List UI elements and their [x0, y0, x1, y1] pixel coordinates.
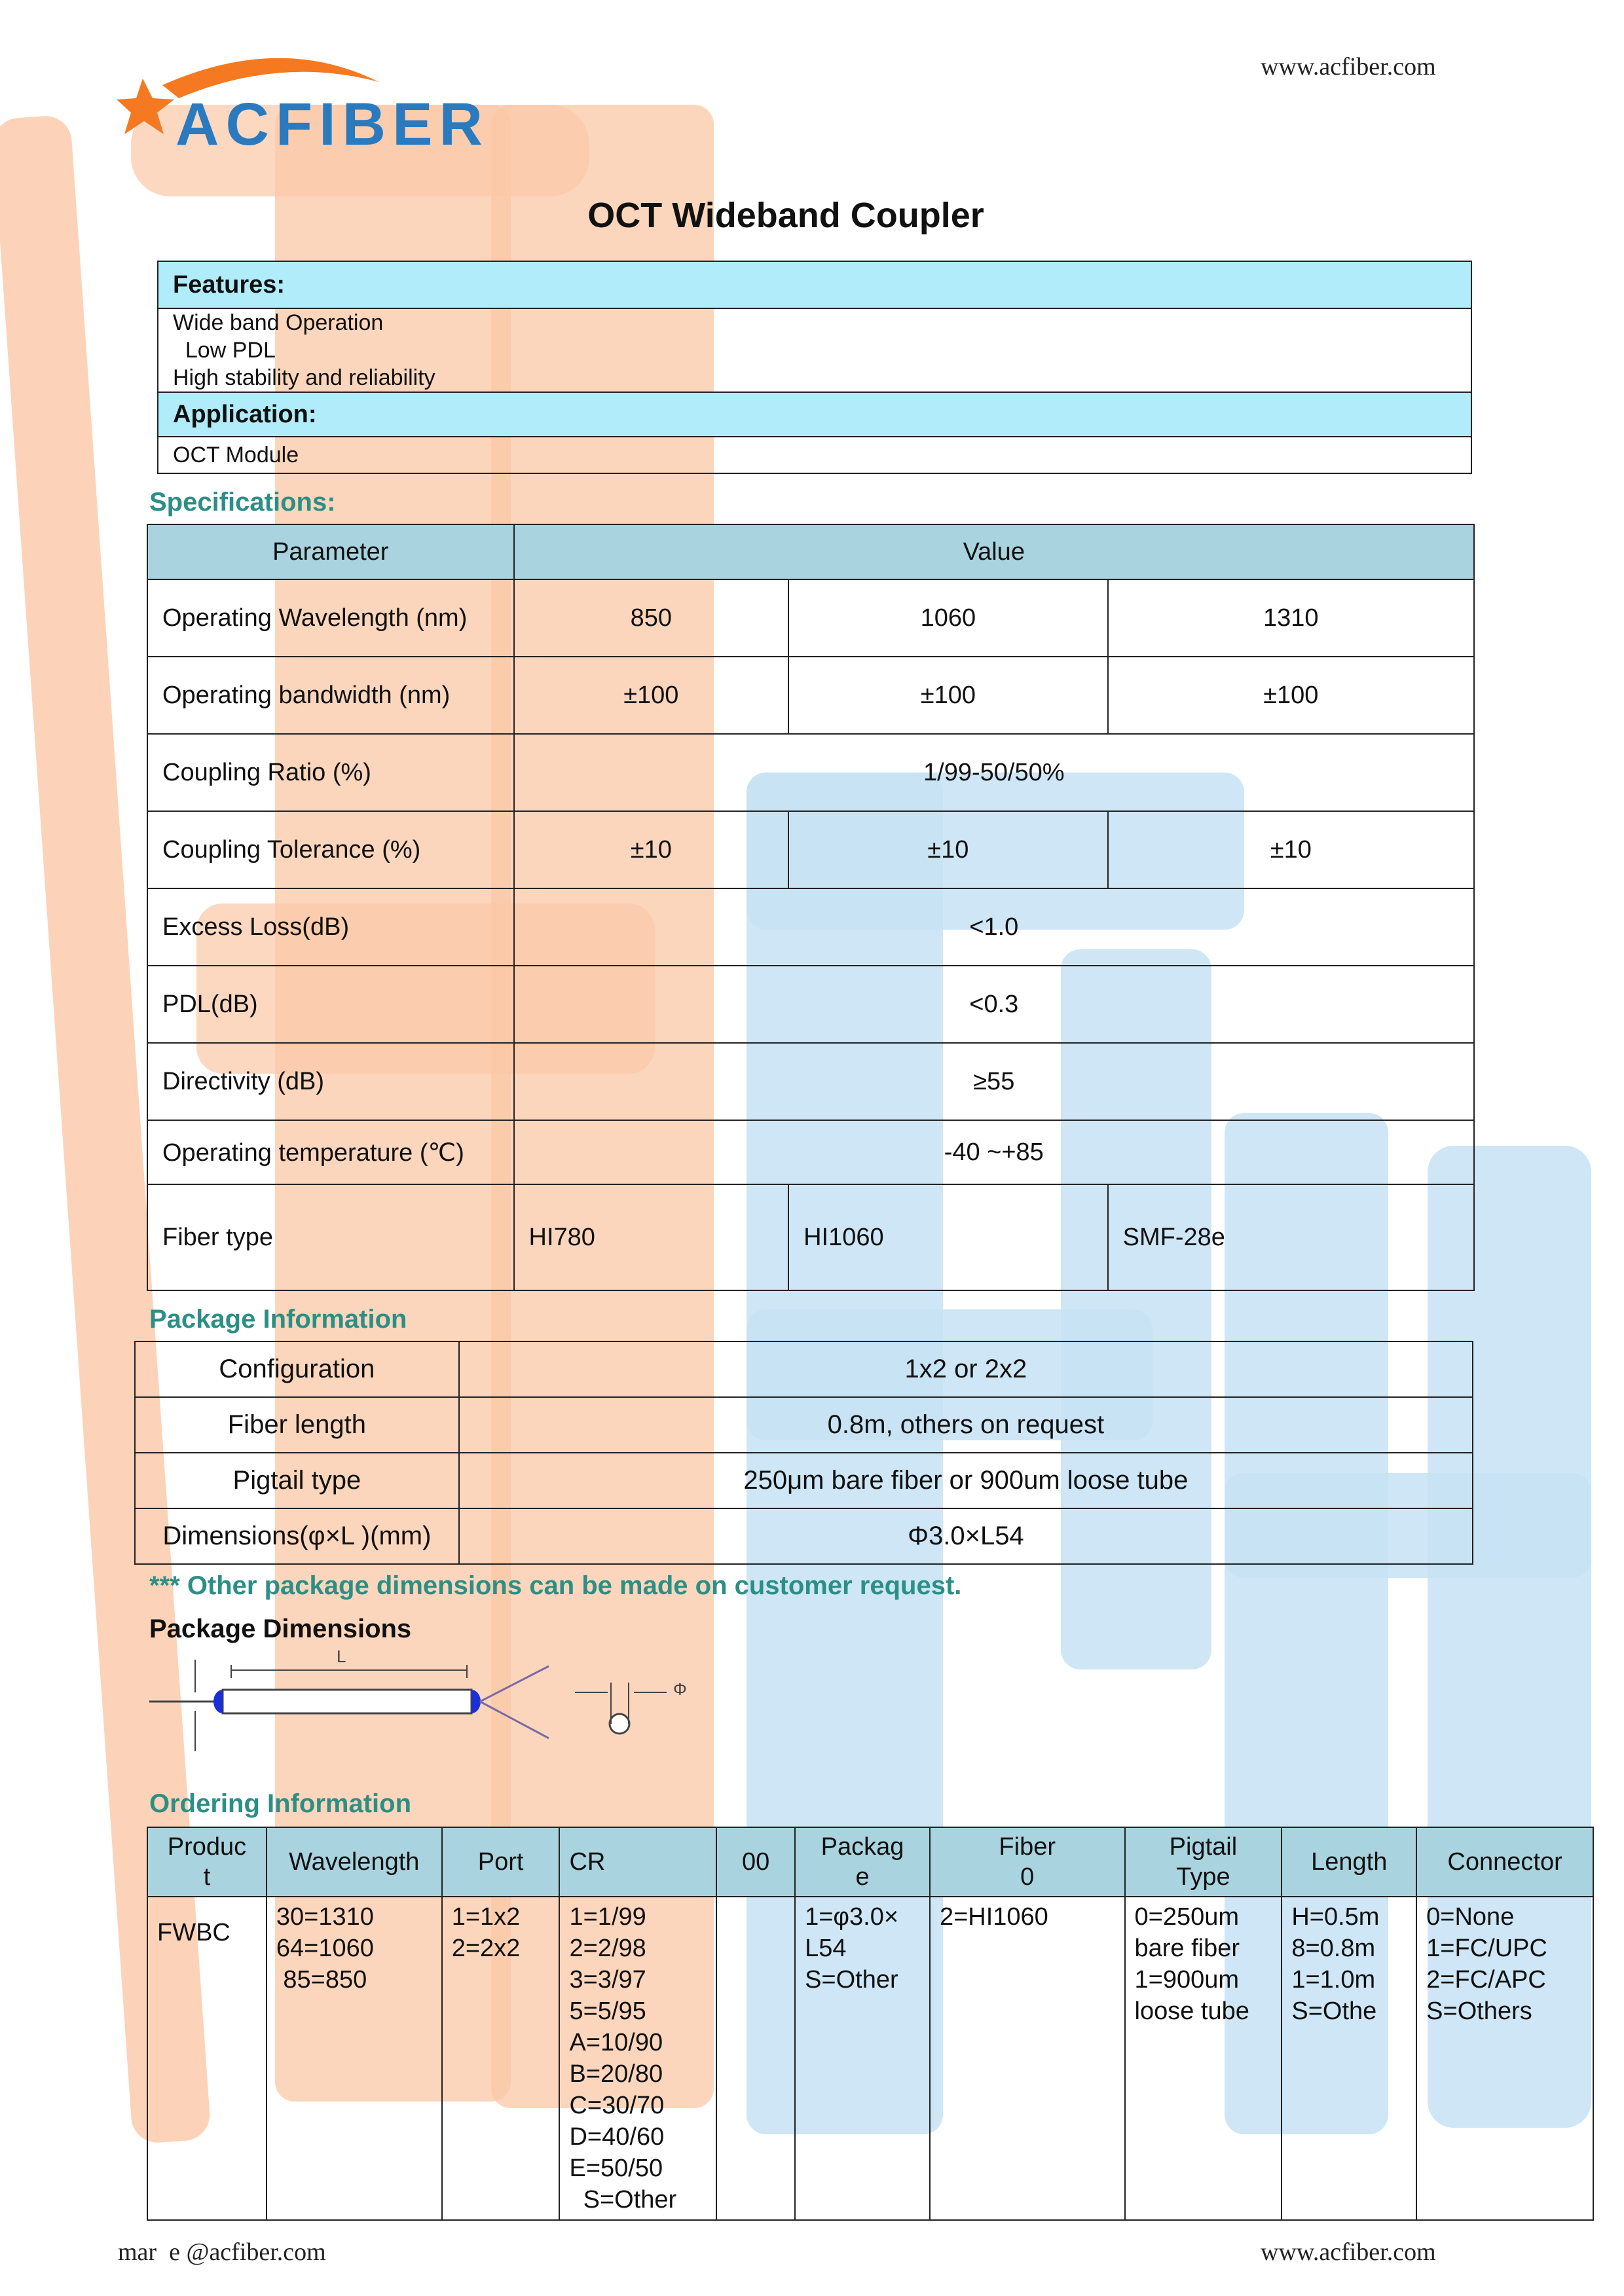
ordering-header: Connector [1447, 1848, 1562, 1876]
ordering-cell: 0=250um bare fiber 1=900um loose tube [1134, 1903, 1249, 2025]
ordering-header: CR [569, 1848, 606, 1876]
logo-text: ACFIBER [175, 91, 489, 158]
package-value: Φ3.0×L54 [459, 1508, 1473, 1564]
value-cell: ±10 [514, 811, 789, 888]
param-bandwidth: Operating bandwidth (nm) [147, 657, 514, 734]
value-cell: ±100 [1108, 657, 1474, 734]
features-list [158, 308, 1471, 392]
ordering-cell: 2=HI1060 [939, 1903, 1048, 1931]
features-heading: Features: [158, 261, 1471, 308]
package-dimensions-heading: Package Dimensions [149, 1614, 412, 1643]
value-cell: 1060 [788, 579, 1108, 657]
ordering-header: 00 [742, 1848, 770, 1876]
feature-item: Low PDL [173, 338, 276, 363]
package-diagram [149, 1647, 699, 1771]
ordering-header: Pigtail Type [1169, 1833, 1238, 1891]
ordering-header: Length [1311, 1848, 1388, 1876]
footer-email[interactable]: mar e @acfiber.com [118, 2238, 326, 2266]
param-wavelength: Operating Wavelength (nm) [147, 579, 514, 657]
value-cell: 850 [514, 579, 789, 657]
value-cell: 1310 [1108, 579, 1474, 657]
specifications-table [147, 524, 1475, 1291]
value-cell: SMF-28e [1108, 1184, 1474, 1290]
value-cell: 1/99-50/50% [514, 734, 1474, 811]
package-value: 1x2 or 2x2 [459, 1341, 1473, 1397]
ordering-header: Port [477, 1848, 524, 1876]
package-info-table [134, 1341, 1473, 1565]
ordering-cell: 1=1x2 2=2x2 [451, 1903, 521, 1962]
package-info-heading: Package Information [149, 1305, 407, 1334]
ordering-cell: 0=None 1=FC/UPC 2=FC/APC S=Others [1426, 1903, 1547, 2025]
param-coupling-ratio: Coupling Ratio (%) [147, 734, 514, 811]
param-coupling-tolerance: Coupling Tolerance (%) [147, 811, 514, 888]
value-cell: HI1060 [788, 1184, 1108, 1290]
page-title: OCT Wideband Coupler [587, 196, 984, 235]
value-cell: <0.3 [514, 966, 1474, 1043]
col-parameter: Parameter [147, 524, 514, 579]
col-value: Value [514, 524, 1474, 579]
feature-item: High stability and reliability [173, 365, 435, 390]
param-directivity: Directivity (dB) [147, 1043, 514, 1120]
package-label: Pigtail type [135, 1453, 459, 1508]
features-table [157, 261, 1472, 474]
value-cell: -40 ~+85 [514, 1120, 1474, 1184]
dimension-label-phi: Φ [673, 1679, 687, 1699]
ordering-header: Packag e [821, 1833, 904, 1891]
package-value: 250μm bare fiber or 900um loose tube [459, 1453, 1473, 1508]
param-pdl: PDL(dB) [147, 966, 514, 1043]
value-cell: ≥55 [514, 1043, 1474, 1120]
ordering-table [147, 1827, 1594, 2221]
param-fiber-type: Fiber type [147, 1184, 514, 1290]
value-cell: ±10 [788, 811, 1108, 888]
package-note: *** Other package dimensions can be made on customer request. [149, 1571, 962, 1600]
dimension-label-l: L [337, 1647, 346, 1666]
value-cell: HI780 [514, 1184, 789, 1290]
value-cell: <1.0 [514, 888, 1474, 966]
ordering-cell: 1=φ3.0× L54 S=Other [805, 1903, 899, 1994]
header-website[interactable]: www.acfiber.com [1261, 53, 1436, 81]
package-label: Dimensions(φ×L )(mm) [135, 1508, 459, 1564]
package-label: Fiber length [135, 1397, 459, 1453]
value-cell: ±100 [514, 657, 789, 734]
ordering-header: Fiber 0 [999, 1833, 1056, 1891]
package-value: 0.8m, others on request [459, 1397, 1473, 1453]
ordering-heading: Ordering Information [149, 1789, 411, 1818]
ordering-header: Wavelength [289, 1848, 420, 1876]
value-cell: ±10 [1108, 811, 1474, 888]
feature-item: Wide band Operation [173, 310, 384, 335]
ordering-cell: 30=1310 64=1060 85=850 [276, 1903, 374, 1994]
ordering-cell: FWBC [157, 1919, 231, 1946]
logo [117, 52, 489, 158]
param-excess-loss: Excess Loss(dB) [147, 888, 514, 966]
ordering-cell: 1=1/99 2=2/98 3=3/97 5=5/95 A=10/90 B=20/80 C=30/70 D=40/60 E=50/50 S=Other [569, 1903, 677, 2214]
package-label: Configuration [135, 1341, 459, 1397]
specifications-heading: Specifications: [149, 488, 336, 517]
footer-website[interactable]: www.acfiber.com [1261, 2238, 1436, 2266]
application-value: OCT Module [158, 437, 1471, 473]
application-heading: Application: [158, 392, 1471, 437]
ordering-cell: H=0.5m 8=0.8m 1=1.0m S=Othe [1291, 1903, 1380, 2025]
ordering-header: Produc t [167, 1833, 247, 1891]
param-temperature: Operating temperature (℃) [147, 1120, 514, 1184]
value-cell: ±100 [788, 657, 1108, 734]
